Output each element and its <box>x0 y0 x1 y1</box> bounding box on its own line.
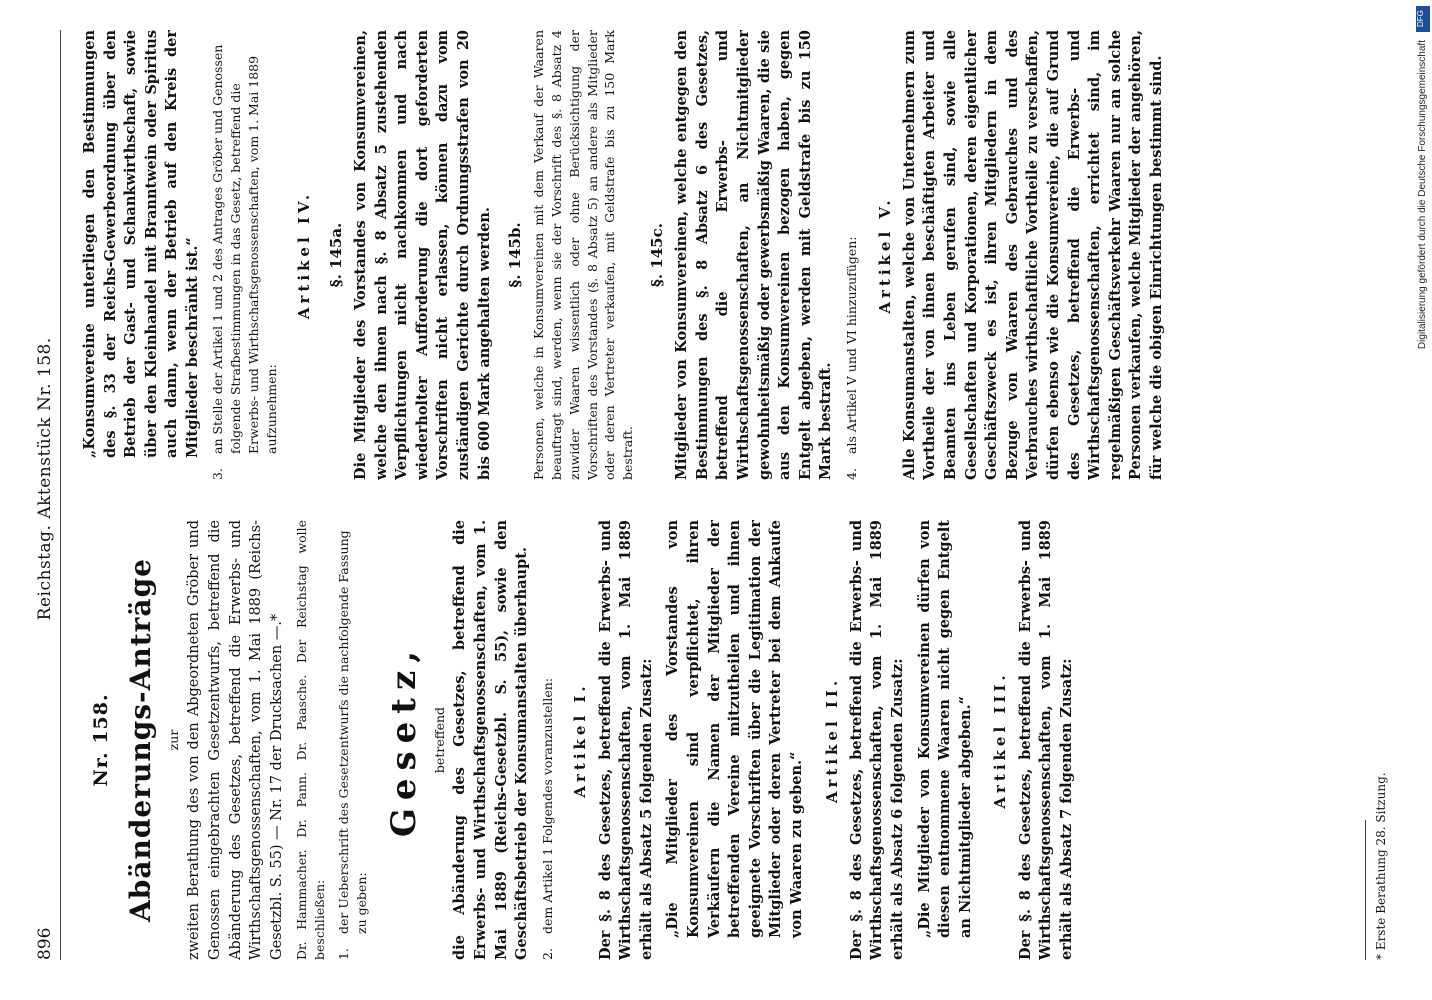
article-heading: Artikel III. <box>991 671 1010 809</box>
digitization-strip <box>1410 0 1432 1000</box>
list-item: 4. als Artikel V und VI hinzuzufügen: <box>843 236 859 480</box>
article-heading: Artikel I. <box>571 682 590 798</box>
document-number: Nr. 158. <box>90 693 112 787</box>
left-column <box>80 520 1360 960</box>
article-heading: Artikel V. <box>875 196 894 314</box>
betreffend-label: betreffend <box>431 706 447 774</box>
paragraph-heading: §. 145a. <box>326 222 345 288</box>
item-text: an Stelle der Artikel 1 und 2 des Antrages Gröber und Genossen folgende Strafbestimmungen in das Gesetz, betreffend die Erwerbs- und Wirthschaftsgenossenschaften, vom 1. Mai 1889 aufzunehmen: <box>210 44 279 454</box>
article-text: Der §. 8 des Gesetzes, betreffend die Erwerbs- und Wirthschaftsgenossenschaften, vom 1. Mai 1889 erhält als Absatz 6 folgenden Zusatz: <box>847 520 906 960</box>
page-number: 896 <box>35 927 55 960</box>
item-text: dem Artikel 1 Folgendes voranzustellen: <box>539 677 555 934</box>
right-column <box>80 30 1360 480</box>
signers: Dr. Hammacher. Dr. Pann. Dr. Paasche. Der Reichstag wolle beschließen: <box>294 520 328 960</box>
item-text: der Ueberschrift des Gesetzentwurfs die nachfolgende Fassung zu geben: <box>335 530 369 934</box>
digitization-notice: Digitalisierung gefördert durch die Deutsche Forschungsgemeinschaft <box>1417 40 1428 350</box>
gesetz-heading: Gesetz, <box>384 642 425 838</box>
list-item: 1. der Ueberschrift des Gesetzentwurfs die nachfolgende Fassung zu geben: <box>335 520 371 960</box>
item-text: als Artikel V und VI hinzuzufügen: <box>843 236 859 454</box>
document-title: Abänderungs-Anträge <box>123 558 157 922</box>
article-quote: „Die Mitglieder von Konsumvereinen dürfen von diesen entnommene Waaren nicht gegen Entgelt an Nichtmitglieder abgeben.“ <box>915 520 974 938</box>
list-item: 2. dem Artikel 1 Folgendes voranzustellen: <box>539 677 555 960</box>
continued-quote: „Konsumvereine unterliegen den Bestimmungen des §. 33 der Reichs-Gewerbeordnung über den Betrieb der Gast- und Schankwirthschaft, sowie über den Kleinhandel mit Branntwein oder Spiritus auch dann, wenn der Betrieb auf den Kreis der Mitglieder beschränkt ist.“ <box>81 30 201 458</box>
paragraph-heading: §. 145b. <box>506 222 525 288</box>
footnote: * Erste Berathung 28. Sitzung. <box>1374 772 1388 960</box>
intro-paragraph: zweiten Berathung des von den Abgeordneten Gröber und Genossen eingebrachten Gesetzentwurfs, betreffend die Abänderung des Gesetzes, betreffend die Erwerbs- und Wirthschaftsgenossenschaften, vom 1. Mai 1889 (Reichs-Gesetzbl. S. 55) — Nr. 17 der Drucksachen —.* <box>186 520 285 960</box>
paragraph-text: Die Mitglieder des Vorstandes von Konsumvereinen, welche den ihnen nach §. 8 Absatz 5 zustehenden Verpflichtungen nicht nachkommen und nach wiederholter Aufforderung die dort geforderten Vorschriften nicht erlassen, können dazu vom zuständigen Gerichte durch Ordnungsstrafen von 20 bis 600 Mark angehalten werden. <box>352 30 493 480</box>
paragraph-text: Personen, welche in Konsumvereinen mit dem Verkauf der Waaren beauftragt sind, werden, wenn sie der Vorschrift des §. 8 Absatz 4 zuwider Waaren wissentlich oder ohne Berücksichtigung der Vorschriften des Vorstandes (§. 8 Absatz 5) an andere als Mitglieder oder deren Vertreter verkaufen, mit Geldstrafe bis zu 150 Mark bestraft. <box>531 30 636 480</box>
page-header <box>30 30 61 960</box>
title-connector: zur <box>165 729 181 751</box>
article-heading: Artikel II. <box>822 676 841 804</box>
paragraph-text: Mitglieder von Konsumvereinen, welche entgegen den Bestimmungen des §. 8 Absatz 6 des Gesetzes, betreffend die Erwerbs- und Wirthschaftsgenossenschaften, an Nichtmitglieder gewohnheitsmäßig oder gewerbsmäßig Waaren, die sie aus den Konsumvereinen bezogen haben, gegen Entgelt abgeben, werden mit Geldstrafe bis zu 150 Mark bestraft. <box>673 30 835 480</box>
paragraph-heading: §. 145c. <box>647 223 666 287</box>
running-title: Reichstag. Aktenstück Nr. 158. <box>35 337 55 621</box>
article-text: Alle Konsumanstalten, welche von Unternehmern zum Vortheile der von ihnen beschäftigten Arbeiter und Beamten ins Leben gerufen sind, sowie alle Gesellschaften und Korporationen, deren eigentlicher Geschäftszweck es ist, ihren Mitgliedern in dem Bezuge von Waaren des Gebrauches und des Verbrauches wirthschaftliche Vortheile zu verschaffen, dürfen ebenso wie die Konsumvereine, die auf Grund des Gesetzes, betreffend die Erwerbs- und Wirthschaftsgenossenschaften, errichtet sind, im regelmäßigen Geschäftsverkehr Waaren nur an solche Personen verkaufen, welche Mitglieder der angehören, für welche die obigen Einrichtungen bestimmt sind. <box>900 30 1165 480</box>
article-heading: Artikel IV. <box>295 190 314 320</box>
article-quote: „Die Mitglieder des Vorstandes von Konsumvereinen sind verpflichtet, ihren Verkäufern die Namen der Mitglieder der betreffenden Vereine mitzutheilen und ihnen geeignete Vorschriften über die Legitimation der Mitglieder oder deren Vertreter bei dem Ankaufe von Waaren zu geben.“ <box>664 520 805 938</box>
footnote-divider <box>1365 820 1366 960</box>
gesetz-description: die Abänderung des Gesetzes, betreffend die Erwerbs- und Wirthschaftsgenossenschaften, vom 1. Mai 1889 (Reichs-Gesetzbl. S. 55), sowie den Geschäftsbetrieb der Konsumanstalten überhaupt. <box>451 520 531 960</box>
article-text: Der §. 8 des Gesetzes, betreffend die Erwerbs- und Wirthschaftsgenossenschaften, vom 1. Mai 1889 erhält als Absatz 7 folgenden Zusatz: <box>1016 520 1075 960</box>
dfg-logo-icon: DFG <box>1416 6 1430 32</box>
article-text: Der §. 8 des Gesetzes, betreffend die Erwerbs- und Wirthschaftsgenossenschaften, vom 1. Mai 1889 erhält als Absatz 5 folgenden Zusatz: <box>596 520 655 960</box>
list-item: 3. an Stelle der Artikel 1 und 2 des Antrages Gröber und Genossen folgende Strafbestimmungen in das Gesetz, betreffend die Erwerbs- und Wirthschaftsgenossenschaften, vom 1. Mai 1889 aufzunehmen: <box>209 30 280 480</box>
